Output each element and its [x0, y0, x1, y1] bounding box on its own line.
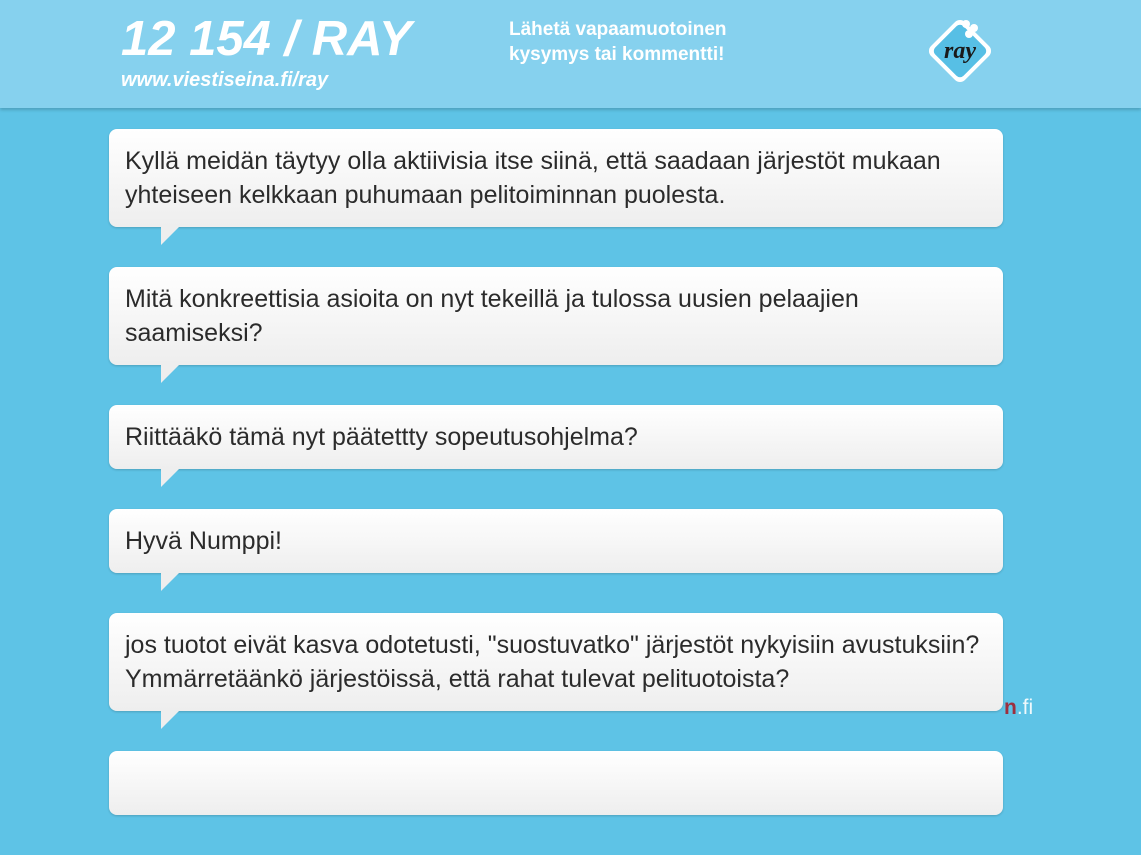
message-text: Kyllä meidän täytyy olla aktiivisia itse siinä, että saadaan järjestöt mukaan yhteiseen kelkkaan puhumaan pelitoiminnan puolesta.: [125, 147, 941, 209]
sms-code-title: 12 154 / RAY: [121, 12, 412, 66]
message-text: jos tuotot eivät kasva odotetusti, "suostuvatko" järjestöt nykyisiin avustuksiin? Ymmärretäänkö järjestöissä, että rahat tulevat pelituotoista?: [125, 631, 980, 693]
bubble-tail: [161, 573, 179, 591]
bubble-tail: [161, 711, 179, 729]
send-prompt-line-1: Lähetä vapaamuotoinen: [509, 19, 727, 40]
ray-logo-icon: [919, 10, 1001, 92]
message-bubble: [109, 267, 1003, 365]
header-bar: [0, 0, 1141, 108]
message-bubble: [109, 613, 1003, 711]
send-prompt-line-2: kysymys tai kommentti!: [509, 44, 725, 65]
message-bubble: [109, 129, 1003, 227]
website-url[interactable]: www.viestiseina.fi/ray: [121, 69, 329, 91]
message-text: Mitä konkreettisia asioita on nyt tekeillä ja tulossa uusien pelaajien saamiseksi?: [125, 285, 859, 347]
ray-logo-text: ray: [944, 38, 976, 64]
message-text: Riittääkö tämä nyt päätettty sopeutusohjelma?: [125, 423, 638, 451]
watermark-suffix: .fi: [1016, 696, 1034, 719]
message-bubble: [109, 751, 1003, 815]
message-feed: [109, 129, 1003, 855]
watermark: [1004, 694, 1033, 722]
bubble-tail: [161, 469, 179, 487]
send-prompt: [509, 17, 829, 67]
watermark-letter: n: [1004, 696, 1017, 719]
bubble-tail: [161, 227, 179, 245]
bubble-tail: [161, 365, 179, 383]
message-bubble: [109, 509, 1003, 573]
message-text: Hyvä Numppi!: [125, 527, 282, 555]
message-bubble: [109, 405, 1003, 469]
